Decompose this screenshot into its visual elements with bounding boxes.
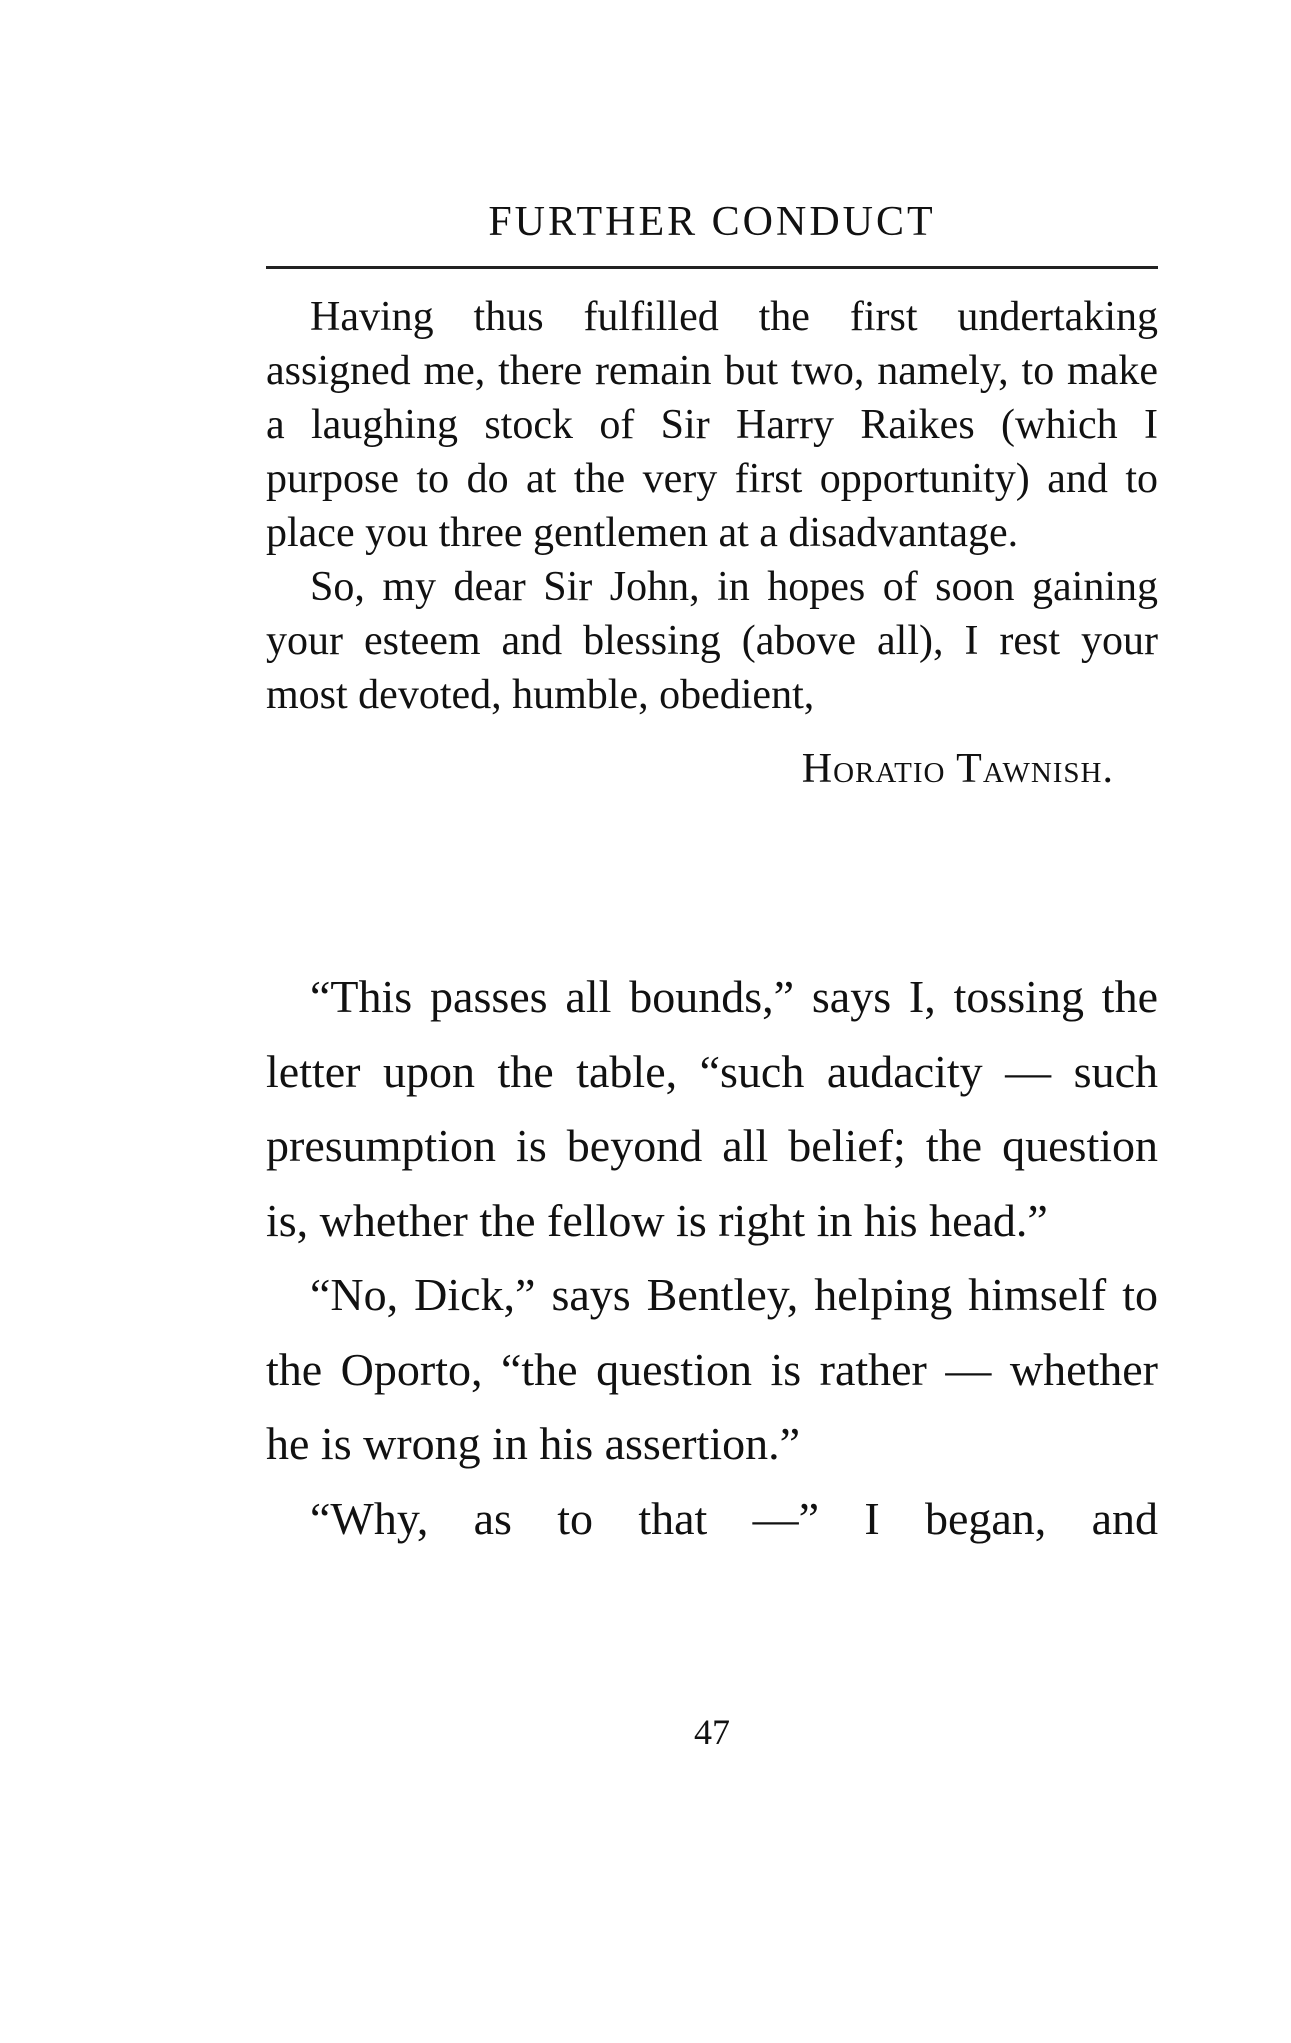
narrative-text — [266, 960, 1158, 1556]
running-head: FURTHER CONDUCT — [488, 199, 936, 245]
letter-signature: Horatio Tawnish. — [801, 746, 1114, 792]
header-rule — [266, 266, 1158, 269]
letter-text — [266, 290, 1158, 796]
book-page — [266, 0, 1158, 2043]
letter-paragraph: Having thus fulfilled the first undertaking assigned me, there remain but two, namely, to make a laughing stock of Sir Harry Raikes (which I purpose to do at the very first opportunity) and to place you three gentlemen at a disadvantage. — [266, 294, 1158, 556]
page-number: 47 — [694, 1712, 730, 1752]
narrative-paragraph: “No, Dick,” says Bentley, helping himself to the Oporto, “the question is rather — whether he is wrong in his assertion.” — [266, 1269, 1158, 1469]
letter-paragraph: So, my dear Sir John, in hopes of soon gaining your esteem and blessing (above all), I rest your most devoted, humble, obedient, — [266, 564, 1158, 718]
narrative-paragraph-last: “Why, as to that —” I began, and — [310, 1492, 1158, 1544]
narrative-paragraph: “This passes all bounds,” says I, tossing the letter upon the table, “such audacity — such presumption is beyond all belief; the question is, whether the fellow is right in his head.” — [266, 971, 1158, 1246]
